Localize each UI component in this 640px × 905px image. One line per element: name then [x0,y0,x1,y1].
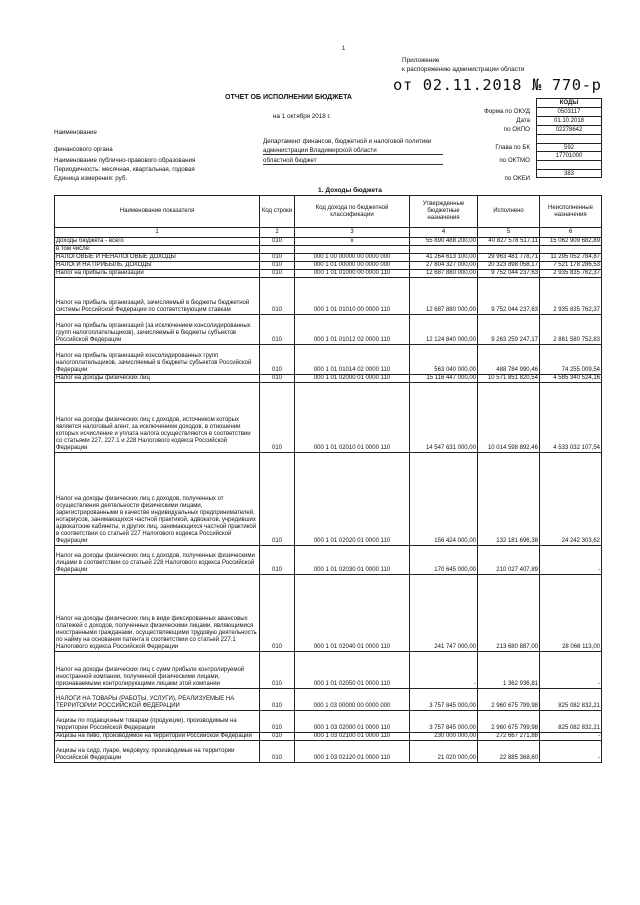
row-line-code: 010 [260,652,295,689]
fin-org-value-2: администрации Владимирской области [263,147,443,155]
header-executed: Исполнено [478,196,540,228]
row-name: Налог на прибыль организаций (за исключением консолидированных групп налогоплательщиков), зачисляемый в бюджеты субъектов Российской Федерации [55,315,260,345]
row-unexecuted: 7 521 178 286,53 [540,262,602,270]
label-date: Дата [516,117,530,124]
row-income-code: 000 1 00 00000 00 0000 000 [295,254,410,262]
row-approved: 563 040 000,00 [410,345,478,375]
table-header-row [55,196,602,228]
label-okud: Форма по ОКУД [484,108,530,115]
codes-gap [537,135,601,143]
row-name: НАЛОГОВЫЕ И НЕНАЛОГОВЫЕ ДОХОДЫ [55,254,260,262]
order-stamp: от 02.11.2018 № 770-р [393,76,602,94]
row-line-code: 010 [260,689,295,711]
table-row [55,278,602,315]
row-line-code: 010 [260,453,295,546]
appendix-line-2: к распоряжению администрации области [402,66,525,73]
row-approved: 55 890 488 200,00 [410,238,478,246]
row-executed [478,246,540,254]
row-line-code: 010 [260,345,295,375]
page-number: 1 [342,46,346,52]
row-income-code: 000 1 01 02020 01 0000 110 [295,453,410,546]
row-unexecuted: 825 082 832,21 [540,689,602,711]
row-executed: 2 960 675 799,98 [478,711,540,733]
table-row [55,375,602,383]
row-line-code [260,246,295,254]
row-name: Налог на доходы физических лиц с доходов, полученных физическими лицами в соответствии со статьей 228 Налогового кодекса Российской Федерации [55,546,260,575]
row-approved: 241 747 000,00 [410,575,478,652]
row-executed: 9 263 259 247,17 [478,315,540,345]
row-unexecuted: 24 242 303,62 [540,453,602,546]
row-approved: 3 757 845 000,00 [410,711,478,733]
header-line-code: Код строки [260,196,295,228]
row-approved: 3 757 845 000,00 [410,689,478,711]
row-executed: 9 752 044 237,63 [478,278,540,315]
code-oktmo: 17701000 [537,152,601,161]
col-num: 1 [55,228,260,238]
codes-header: КОДЫ [537,99,601,108]
row-approved: - [410,652,478,689]
row-income-code: 000 1 01 01012 02 0000 110 [295,315,410,345]
row-approved [410,246,478,254]
row-unexecuted: 28 066 113,00 [540,575,602,652]
row-line-code: 010 [260,741,295,763]
row-income-code: 000 1 03 02120 01 0000 110 [295,741,410,763]
row-line-code: 010 [260,375,295,383]
codes-gap-2 [537,161,601,169]
row-income-code: 000 1 01 01000 00 0000 110 [295,270,410,278]
row-unexecuted: - [540,652,602,689]
col-num: 2 [260,228,295,238]
income-table [54,195,602,763]
row-approved: 27 804 327 000,00 [410,262,478,270]
row-unexecuted: 11 295 052 784,87 [540,254,602,262]
row-executed: 488 784 990,46 [478,345,540,375]
table-row [55,246,602,254]
row-executed: 1 362 936,81 [478,652,540,689]
row-unexecuted: - [540,546,602,575]
row-line-code: 010 [260,262,295,270]
row-line-code: 010 [260,270,295,278]
row-line-code: 010 [260,254,295,262]
row-income-code [295,246,410,254]
row-executed: 10 014 598 892,46 [478,383,540,453]
table-row [55,453,602,546]
row-income-code: x [295,238,410,246]
row-unexecuted [540,246,602,254]
row-unexecuted: - [540,733,602,741]
table-row [55,652,602,689]
row-line-code: 010 [260,711,295,733]
row-executed: 9 752 044 237,63 [478,270,540,278]
row-name: Налог на прибыль организаций консолидированных групп налогоплательщиков, зачисляемый в бюджеты субъектов Российской Федерации [55,345,260,375]
row-approved: 12 687 880 000,00 [410,278,478,315]
row-executed: 2 960 675 799,98 [478,689,540,711]
row-name: Акцизы по подакцизным товарам (продукции), производимым на территории Российской Федерации [55,711,260,733]
row-name: НАЛОГИ НА ПРИБЫЛЬ, ДОХОДЫ [55,262,260,270]
row-unexecuted: 825 082 832,21 [540,711,602,733]
row-approved: 12 124 840 000,00 [410,315,478,345]
column-number-row [55,228,602,238]
header-unexecuted: Неисполненные назначения [540,196,602,228]
row-executed: 132 181 696,38 [478,453,540,546]
row-name: Налог на доходы физических лиц в виде фиксированных авансовых платежей с доходов, полученных физическими лицами, являющимися иностранными гражданами, осуществляющими трудовую деятельность по найму на основании патента в соответствии со статьей 227.1 Налогового кодекса Российской Федерации [55,575,260,652]
row-unexecuted: 2 935 835 762,37 [540,270,602,278]
row-line-code: 010 [260,278,295,315]
row-income-code: 000 1 01 01014 02 0000 110 [295,345,410,375]
table-row [55,383,602,453]
row-income-code: 000 1 01 02040 01 0000 110 [295,575,410,652]
row-unexecuted: 2 861 580 752,83 [540,315,602,345]
label-budget: Наименование публично-правового образования [54,157,196,164]
code-okei: 383 [537,169,601,178]
row-line-code: 010 [260,733,295,741]
table-row [55,262,602,270]
row-name: Налог на доходы физических лиц с доходов, полученных от осуществления деятельности физическими лицами, зарегистрированными в качестве индивидуальных предпринимателей, нотариусов, занимающихся частной практикой, адвокатов, учредивших адвокатские кабинеты, и других лиц, занимающихся частной практикой в соответствии со статьей 227 Налогового кодекса Российской Федерации [55,453,260,546]
row-executed: 22 885 368,60 [478,741,540,763]
table-row [55,733,602,741]
row-name: НАЛОГИ НА ТОВАРЫ (РАБОТЫ, УСЛУГИ), РЕАЛИЗУЕМЫЕ НА ТЕРРИТОРИИ РОССИЙСКОЙ ФЕДЕРАЦИИ [55,689,260,711]
row-name: Налог на доходы физических лиц [55,375,260,383]
row-executed: 272 667 271,88 [478,733,540,741]
row-income-code: 000 1 03 02100 01 0000 110 [295,733,410,741]
table-row [55,689,602,711]
code-bk: 592 [537,143,601,152]
row-income-code: 000 1 03 00000 00 0000 000 [295,689,410,711]
row-name: Акцизы на пиво, производимое на территории Российской Федерации [55,733,260,741]
row-executed: 20 323 898 058,17 [478,262,540,270]
row-unexecuted: 4 585 340 524,16 [540,375,602,383]
col-num: 5 [478,228,540,238]
row-executed: 29 963 481 778,71 [478,254,540,262]
label-okei: по ОКЕИ [504,175,530,182]
row-name: Налог на доходы физических лиц с сумм прибыли контролируемой иностранной компании, полученной физическими лицами, признаваемыми контролирующими лицами этой компании [55,652,260,689]
row-approved: 230 000 000,00 [410,733,478,741]
row-name: Доходы бюджета - всего [55,238,260,246]
label-oktmo: по ОКТМО [499,157,530,164]
row-income-code: 000 1 01 02000 01 0000 110 [295,375,410,383]
table-row [55,546,602,575]
row-approved: 170 645 000,00 [410,546,478,575]
row-income-code: 000 1 01 01010 00 0000 110 [295,278,410,315]
code-okpo: 02278642 [537,126,601,135]
header-approved: Утвержденные бюджетные назначения [410,196,478,228]
row-executed: 213 680 887,00 [478,575,540,652]
code-okud: 0503117 [537,108,601,117]
table-row [55,345,602,375]
row-line-code: 010 [260,383,295,453]
codes-box [536,98,602,178]
section-title: 1. Доходы бюджета [318,187,382,194]
row-name: Налог на прибыль организаций, зачисляемый в бюджеты бюджетной системы Российской Федерации по соответствующим ставкам [55,278,260,315]
row-line-code: 010 [260,575,295,652]
row-approved: 21 020 000,00 [410,741,478,763]
row-approved: 12 687 880 000,00 [410,270,478,278]
table-row [55,238,602,246]
row-unexecuted: - [540,741,602,763]
row-executed: 10 571 851 820,54 [478,375,540,383]
table-row [55,315,602,345]
row-name: Налог на доходы физических лиц с доходов, источником которых является налоговый агент, за исключением доходов, в отношении которых исчисление и уплата налога осуществляются в соответствии со статьями 227, 227.1 и 228 Налогового кодекса Российской Федерации [55,383,260,453]
col-num: 6 [540,228,602,238]
row-line-code: 010 [260,238,295,246]
row-executed: 40 827 578 517,11 [478,238,540,246]
row-approved: 41 264 613 100,00 [410,254,478,262]
row-name: в том числе: [55,246,260,254]
row-line-code: 010 [260,315,295,345]
table-row [55,575,602,652]
col-num: 3 [295,228,410,238]
row-unexecuted: 4 533 032 107,54 [540,383,602,453]
table-row [55,741,602,763]
row-name: Акцизы на сидр, пуаре, медовуху, производимые на территории Российской Федерации [55,741,260,763]
row-executed: 210 027 407,89 [478,546,540,575]
table-row [55,270,602,278]
table-row [55,711,602,733]
row-unexecuted: 74 255 009,54 [540,345,602,375]
row-income-code: 000 1 01 02050 01 0000 110 [295,652,410,689]
label-bk: Глава по БК [495,144,530,151]
report-title: ОТЧЕТ ОБ ИСПОЛНЕНИИ БЮДЖЕТА [225,94,352,101]
report-date: на 1 октября 2018 г. [273,113,331,120]
fin-org-value-1: Департамент финансов, бюджетной и налоговой политики [263,138,432,145]
table-row [55,254,602,262]
row-approved: 156 424 000,00 [410,453,478,546]
row-income-code: 000 1 01 02030 01 0000 110 [295,546,410,575]
col-num: 4 [410,228,478,238]
code-date: 01.10.2018 [537,117,601,126]
row-approved: 14 547 631 000,00 [410,383,478,453]
row-unexecuted: 15 062 909 682,89 [540,238,602,246]
appendix-line-1: Приложение [402,57,440,64]
row-income-code: 000 1 01 00000 00 0000 000 [295,262,410,270]
row-income-code: 000 1 03 02000 01 0000 110 [295,711,410,733]
row-income-code: 000 1 01 02010 01 0000 110 [295,383,410,453]
row-approved: 15 116 447 000,00 [410,375,478,383]
row-unexecuted: 2 935 835 762,37 [540,278,602,315]
label-period: Периодичность: месячная, квартальная, годовая [54,166,195,173]
label-okpo: по ОКПО [503,126,530,133]
header-name: Наименование показателя [55,196,260,228]
budget-value: областной бюджет [263,157,443,165]
label-fin-org: финансового органа [54,146,113,153]
label-naim: Наименование [54,129,97,136]
header-income-code: Код дохода по бюджетной классификации [295,196,410,228]
row-name: Налог на прибыль организаций [55,270,260,278]
row-line-code: 010 [260,546,295,575]
label-unit: Единица измерения: руб. [54,175,128,182]
